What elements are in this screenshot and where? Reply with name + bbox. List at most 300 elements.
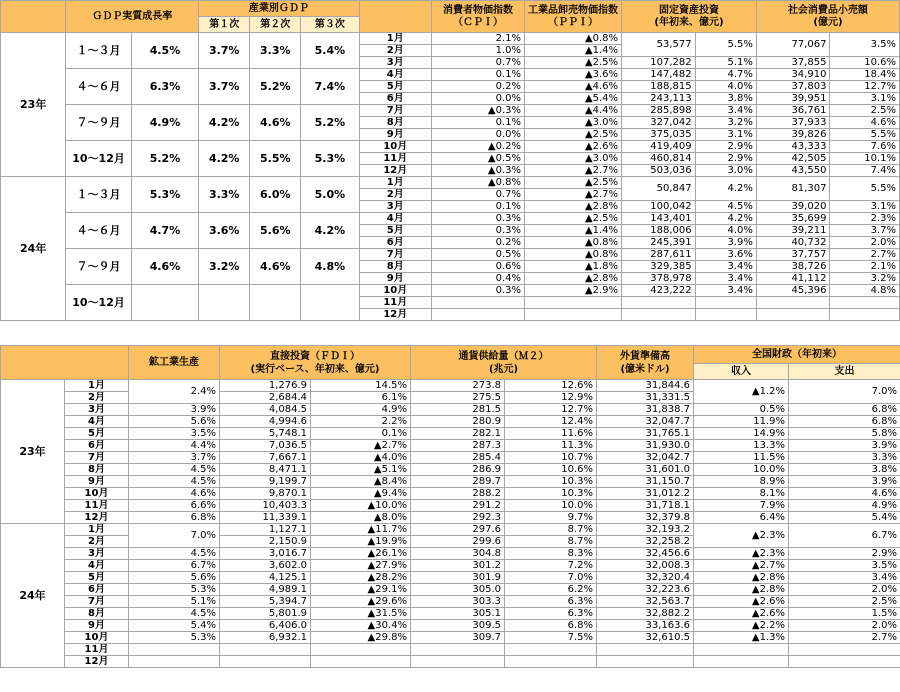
cpi-value: ▲0.5% [432,153,525,165]
expenditure-value [789,644,900,656]
fdi-growth: ▲26.1% [311,548,411,560]
table-row [1,500,900,512]
cpi-value: 1.0% [432,45,525,57]
revenue-value: 10.0% [694,464,789,476]
retail-growth: 7.6% [830,141,900,153]
month-label: 11月 [359,153,432,165]
cpi-value: 0.2% [432,237,525,249]
primary-sector-value: 4.2% [199,141,250,177]
retail-growth: 12.7% [830,81,900,93]
fai-growth: 3.4% [695,261,756,273]
table-row [1,285,900,297]
gdp-value: 4.6% [131,249,198,285]
tertiary-sector-value: 5.2% [301,105,359,141]
fdi-value: 9,199.7 [220,476,311,488]
table-row [1,488,900,500]
ppi-value: ▲1.4% [525,45,622,57]
revenue-value: 6.4% [694,512,789,524]
month-label: 2月 [65,392,129,404]
fdi-value: 4,084.5 [220,404,311,416]
month-label: 11月 [65,500,129,512]
retail-growth: 3.2% [830,273,900,285]
sector-subheader: 第１次 [199,17,250,33]
retail-growth: 3.1% [830,201,900,213]
m2-value: 309.5 [411,620,505,632]
ppi-value: ▲2.6% [525,141,622,153]
industrial-production-value: 5.3% [129,632,220,644]
tertiary-sector-value: 5.0% [301,177,359,213]
fdi-growth [311,656,411,668]
expenditure-value: 2.9% [789,548,900,560]
table-row [1,476,900,488]
month-label: 12月 [65,656,129,668]
primary-sector-value: 3.2% [199,249,250,285]
cpi-value: 2.1% [432,33,525,45]
expenditure-value: 3.9% [789,440,900,452]
ppi-value: ▲1.8% [525,261,622,273]
month-label: 7月 [359,249,432,261]
fdi-value: 7,036.5 [220,440,311,452]
fai-value: 107,282 [622,57,696,69]
fai-value: 100,042 [622,201,696,213]
month-label: 5月 [359,225,432,237]
fdi-growth: ▲31.5% [311,608,411,620]
month-label: 8月 [65,608,129,620]
retail-value: 41,112 [756,273,830,285]
fai-growth [695,309,756,321]
fai-growth: 2.9% [695,153,756,165]
primary-sector-value: 4.2% [199,105,250,141]
industrial-production-value: 6.6% [129,500,220,512]
table-row [1,620,900,632]
fdi-value: 4,994.6 [220,416,311,428]
m2-growth: 10.6% [505,464,597,476]
month-label: 3月 [65,548,129,560]
m2-growth: 7.0% [505,572,597,584]
fx-value: 31,838.7 [597,404,694,416]
ppi-value: ▲4.4% [525,105,622,117]
m2-growth [505,644,597,656]
fai-value: 147,482 [622,69,696,81]
fai-value: 378,978 [622,273,696,285]
month-label: 5月 [359,81,432,93]
month-label: 2月 [359,189,432,201]
retail-growth: 3.1% [830,93,900,105]
fx-value: 31,331.5 [597,392,694,404]
expenditure-subheader: 支出 [789,364,900,380]
retail-value: 39,020 [756,201,830,213]
m2-value: 287.3 [411,440,505,452]
fdi-value: 2,150.9 [220,536,311,548]
sector-subheader: 第３次 [301,17,359,33]
expenditure-value: 2.0% [789,584,900,596]
ppi-value: ▲1.4% [525,225,622,237]
month-label: 7月 [359,105,432,117]
fdi-value: 5,394.7 [220,596,311,608]
quarter-label: 10～12月 [66,285,131,321]
retail-value: 37,803 [756,81,830,93]
month-label: 6月 [65,440,129,452]
retail-value: 35,699 [756,213,830,225]
month-label: 12月 [359,165,432,177]
m2-growth: 6.3% [505,608,597,620]
fx-value [597,644,694,656]
economic-indicators-table-top [0,0,900,321]
industrial-production-value: 4.6% [129,488,220,500]
revenue-value [694,656,789,668]
expenditure-value [789,656,900,668]
ppi-value: ▲0.8% [525,249,622,261]
fx-value: 32,563.7 [597,596,694,608]
fdi-growth: 0.1% [311,428,411,440]
fai-value [622,309,696,321]
industrial-production-value [129,644,220,656]
cpi-value: 0.1% [432,69,525,81]
retail-growth: 18.4% [830,69,900,81]
month-label: 2月 [359,45,432,57]
m2-growth: 12.6% [505,380,597,392]
retail-value: 39,951 [756,93,830,105]
retail-value: 40,732 [756,237,830,249]
quarter-label: １～３月 [66,33,131,69]
ppi-value: ▲2.5% [525,213,622,225]
fdi-growth: ▲10.0% [311,500,411,512]
fai-growth: 5.5% [695,33,756,57]
cpi-value: ▲0.3% [432,165,525,177]
revenue-value: 13.3% [694,440,789,452]
month-label: 9月 [359,273,432,285]
industrial-production-value: 4.5% [129,476,220,488]
fdi-value [220,644,311,656]
industrial-production-value: 5.4% [129,620,220,632]
industrial-production-value: 4.5% [129,464,220,476]
table-row [1,380,900,392]
fai-growth: 3.4% [695,273,756,285]
quarter-label: １～３月 [66,177,131,213]
month-label: 4月 [65,416,129,428]
primary-sector-value: 3.7% [199,69,250,105]
m2-growth: 10.0% [505,500,597,512]
secondary-sector-value [250,285,301,321]
m2-growth: 10.7% [505,452,597,464]
month-label: 4月 [65,560,129,572]
industrial-production-value: 3.7% [129,452,220,464]
fai-growth: 5.1% [695,57,756,69]
revenue-value: ▲2.2% [694,620,789,632]
month-label: 5月 [65,428,129,440]
ppi-value: ▲3.0% [525,117,622,129]
fdi-growth: 2.2% [311,416,411,428]
month-label: 6月 [359,93,432,105]
retail-growth [830,309,900,321]
ppi-value: ▲2.5% [525,57,622,69]
table-row [1,141,900,153]
month-label: 6月 [359,237,432,249]
m2-value [411,644,505,656]
month-label: 12月 [359,309,432,321]
revenue-value: ▲2.3% [694,524,789,548]
expenditure-value: 1.5% [789,608,900,620]
table-row [1,428,900,440]
m2-value: 275.5 [411,392,505,404]
revenue-value: ▲2.7% [694,560,789,572]
cpi-header: 消費者物価指数 （ＣＰＩ） [432,1,525,33]
fx-value: 31,601.0 [597,464,694,476]
quarter-label: ４～６月 [66,69,131,105]
m2-growth: 8.3% [505,548,597,560]
fx-value: 32,223.6 [597,584,694,596]
month-label: 11月 [359,297,432,309]
table-row [1,440,900,452]
retail-growth: 3.5% [830,33,900,57]
fai-growth: 3.8% [695,93,756,105]
fx-value: 32,193.2 [597,524,694,536]
fx-value: 32,456.6 [597,548,694,560]
gdp-value: 6.3% [131,69,198,105]
secondary-sector-value: 5.5% [250,141,301,177]
expenditure-value: 3.8% [789,464,900,476]
fdi-value [220,656,311,668]
industrial-production-value: 5.1% [129,596,220,608]
month-label: 5月 [65,572,129,584]
month-label: 10月 [359,285,432,297]
month-label: 1月 [359,33,432,45]
primary-sector-value: 3.7% [199,33,250,69]
m2-growth: 6.2% [505,584,597,596]
month-label: 8月 [65,464,129,476]
fdi-value: 5,748.1 [220,428,311,440]
fdi-growth: ▲8.4% [311,476,411,488]
table-row [1,105,900,117]
fdi-growth: 4.9% [311,404,411,416]
retail-value: 43,550 [756,165,830,177]
blank-header-cell [1,1,66,33]
table-row [1,33,900,45]
fdi-growth: ▲27.9% [311,560,411,572]
retail-value: 42,505 [756,153,830,165]
tertiary-sector-value: 7.4% [301,69,359,105]
retail-growth: 4.8% [830,285,900,297]
table-row [1,596,900,608]
fai-growth: 4.0% [695,225,756,237]
m2-growth: 12.9% [505,392,597,404]
fx-value: 32,882.2 [597,608,694,620]
gdp-value [131,285,198,321]
tertiary-sector-value: 5.3% [301,141,359,177]
m2-growth [505,656,597,668]
fai-growth: 2.9% [695,141,756,153]
m2-growth: 7.2% [505,560,597,572]
retail-value [756,297,830,309]
fai-value: 419,409 [622,141,696,153]
m2-value: 280.9 [411,416,505,428]
primary-sector-value [199,285,250,321]
expenditure-value: 6.7% [789,524,900,548]
m2-growth: 10.3% [505,476,597,488]
fai-value: 327,042 [622,117,696,129]
retail-value: 37,757 [756,249,830,261]
m2-value: 281.5 [411,404,505,416]
fai-value: 188,815 [622,81,696,93]
retail-growth: 5.5% [830,177,900,201]
m2-growth: 12.7% [505,404,597,416]
m2-value: 292.3 [411,512,505,524]
gdp-value: 4.5% [131,33,198,69]
fai-growth: 3.9% [695,237,756,249]
fdi-growth: ▲29.1% [311,584,411,596]
retail-value: 38,726 [756,261,830,273]
expenditure-value: 7.0% [789,380,900,404]
fx-value: 31,844.6 [597,380,694,392]
ppi-value: ▲2.8% [525,201,622,213]
expenditure-value: 6.8% [789,404,900,416]
tertiary-sector-value: 5.4% [301,33,359,69]
fai-growth: 4.2% [695,177,756,201]
retail-value: 43,333 [756,141,830,153]
m2-value [411,656,505,668]
retail-growth: 2.7% [830,249,900,261]
cpi-value: 0.6% [432,261,525,273]
month-label: 10月 [65,488,129,500]
ppi-value: ▲2.5% [525,177,622,189]
retail-value [756,309,830,321]
fai-growth [695,297,756,309]
ppi-value: ▲2.5% [525,129,622,141]
cpi-value: 0.7% [432,57,525,69]
fai-value: 423,222 [622,285,696,297]
table-row [1,632,900,644]
industrial-production-value: 6.8% [129,512,220,524]
month-label: 1月 [359,177,432,189]
primary-sector-value: 3.6% [199,213,250,249]
ppi-value [525,297,622,309]
table-row [1,524,900,536]
fx-value: 32,042.7 [597,452,694,464]
fx-value: 31,765.1 [597,428,694,440]
industrial-production-value: 4.5% [129,608,220,620]
retail-growth [830,297,900,309]
primary-sector-value: 3.3% [199,177,250,213]
retail-value: 81,307 [756,177,830,201]
secondary-sector-value: 6.0% [250,177,301,213]
retail-value: 39,211 [756,225,830,237]
m2-growth: 8.7% [505,536,597,548]
retail-value: 37,933 [756,117,830,129]
m2-value: 289.7 [411,476,505,488]
gdp-value: 4.7% [131,213,198,249]
ppi-value: ▲0.8% [525,237,622,249]
year-label: 23年 [1,33,66,177]
fdi-value: 4,989.1 [220,584,311,596]
retail-growth: 10.1% [830,153,900,165]
fai-value: 243,113 [622,93,696,105]
quarter-label: ４～６月 [66,213,131,249]
m2-growth: 7.5% [505,632,597,644]
month-label: 7月 [65,452,129,464]
expenditure-value: 4.6% [789,488,900,500]
expenditure-value: 3.5% [789,560,900,572]
industrial-production-value [129,656,220,668]
ppi-value: ▲2.7% [525,189,622,201]
fiscal-header: 全国財政（年初来） [694,346,900,364]
fdi-value: 6,406.0 [220,620,311,632]
m2-growth: 11.6% [505,428,597,440]
fdi-value: 10,403.3 [220,500,311,512]
m2-value: 301.2 [411,560,505,572]
cpi-value: 0.4% [432,273,525,285]
revenue-value: 11.9% [694,416,789,428]
fdi-value: 6,932.1 [220,632,311,644]
industrial-production-header: 鉱工業生産 [129,346,220,380]
retail-growth: 2.3% [830,213,900,225]
cpi-value [432,309,525,321]
revenue-value: ▲2.6% [694,596,789,608]
fai-growth: 3.2% [695,117,756,129]
retail-growth: 4.6% [830,117,900,129]
fdi-value: 11,339.1 [220,512,311,524]
table-row [1,69,900,81]
m2-value: 303.3 [411,596,505,608]
m2-value: 288.2 [411,488,505,500]
table-row [1,249,900,261]
retail-growth: 2.1% [830,261,900,273]
m2-growth: 8.7% [505,524,597,536]
fdi-growth: ▲19.9% [311,536,411,548]
fx-value: 32,008.3 [597,560,694,572]
table-row [1,404,900,416]
revenue-value: 11.5% [694,452,789,464]
table-row [1,644,900,656]
industrial-production-value: 6.7% [129,560,220,572]
cpi-value: 0.5% [432,249,525,261]
retail-value: 36,761 [756,105,830,117]
fai-growth: 4.5% [695,201,756,213]
m2-value: 304.8 [411,548,505,560]
retail-value: 37,855 [756,57,830,69]
fx-value [597,656,694,668]
fdi-growth: ▲30.4% [311,620,411,632]
year-label: 24年 [1,177,66,321]
fdi-growth: ▲11.7% [311,524,411,536]
m2-value: 285.4 [411,452,505,464]
fdi-growth: ▲29.8% [311,632,411,644]
fdi-growth: ▲8.0% [311,512,411,524]
industrial-production-value: 3.5% [129,428,220,440]
cpi-value: 0.1% [432,117,525,129]
quarter-label: ７～９月 [66,249,131,285]
month-header [359,1,432,33]
m2-value: 282.1 [411,428,505,440]
fdi-value: 8,471.1 [220,464,311,476]
secondary-sector-value: 4.6% [250,105,301,141]
fdi-growth: 6.1% [311,392,411,404]
revenue-value: 8.1% [694,488,789,500]
retail-value: 39,826 [756,129,830,141]
m2-value: 305.0 [411,584,505,596]
cpi-value: 0.1% [432,201,525,213]
secondary-sector-value: 4.6% [250,249,301,285]
fdi-value: 3,602.0 [220,560,311,572]
revenue-value: ▲2.3% [694,548,789,560]
gdp-growth-header: ＧＤＰ実質成長率 [66,1,199,33]
table-row [1,608,900,620]
tertiary-sector-value: 4.2% [301,213,359,249]
secondary-sector-value: 5.2% [250,69,301,105]
fx-value: 32,379.8 [597,512,694,524]
expenditure-value: 3.9% [789,476,900,488]
fai-value: 53,577 [622,33,696,57]
fai-value: 329,385 [622,261,696,273]
